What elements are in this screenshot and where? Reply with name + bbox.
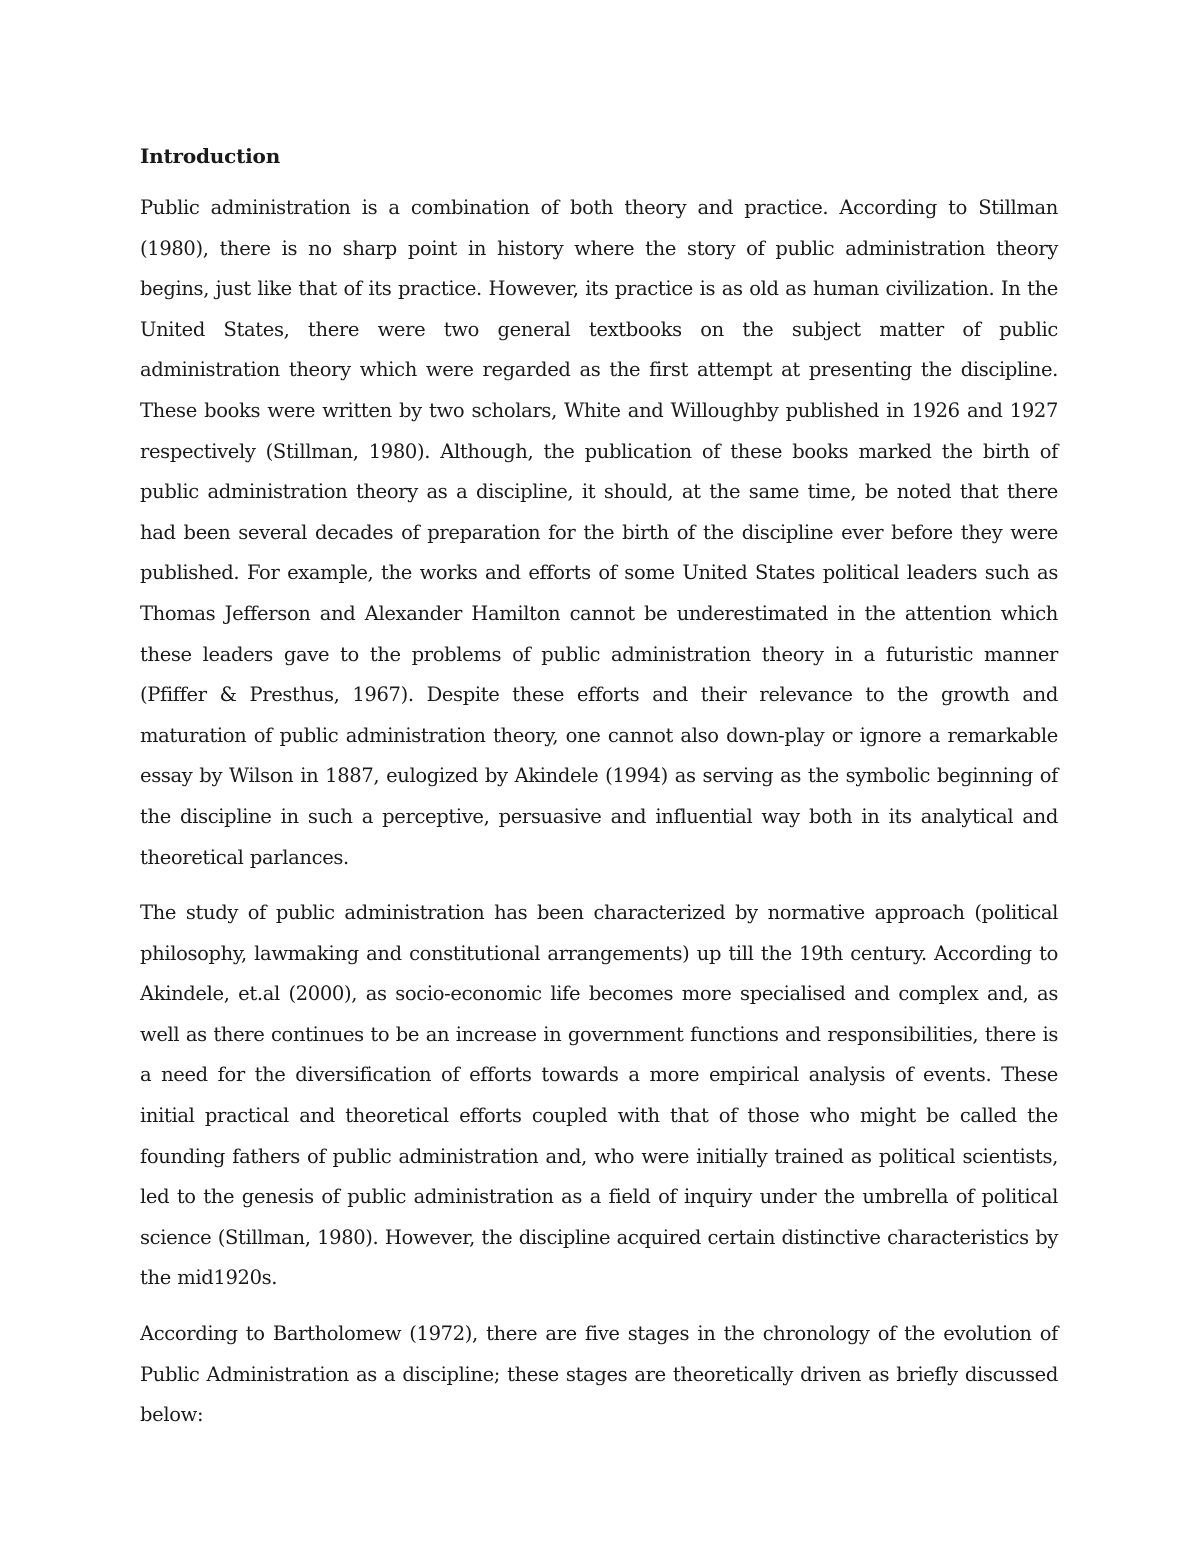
- document-page: [140, 140, 1058, 1451]
- paragraph-history: Public administration is a combination of both theory and practice. According to Stillman (1980), there is no sharp point in history where the story of public administration theory begins, just like that of its practice. However, its practice is as old as human civilization. In the United States, there were two general textbooks on the subject matter of public administration theory which were regarded as the first attempt at presenting the discipline. These books were written by two scholars, White and Willoughby published in 1926 and 1927 respectively (Stillman, 1980). Although, the publication of these books marked the birth of public administration theory as a discipline, it should, at the same time, be noted that there had been several decades of preparation for the birth of the discipline ever before they were published. For example, the works and efforts of some United States political leaders such as Thomas Jefferson and Alexander Hamilton cannot be underestimated in the attention which these leaders gave to the problems of public administration theory in a futuristic manner (Pfiffer & Presthus, 1967). Despite these efforts and their relevance to the growth and maturation of public administration theory, one cannot also down-play or ignore a remarkable essay by Wilson in 1887, eulogized by Akindele (1994) as serving as the symbolic beginning of the discipline in such a perceptive, persuasive and influential way both in its analytical and theoretical parlances.: [140, 196, 1058, 869]
- section-heading: Introduction: [140, 144, 281, 168]
- paragraph-normative-approach: The study of public administration has been characterized by normative approach (political philosophy, lawmaking and constitutional arrangements) up till the 19th century. According to Akindele, et.al (2000), as socio-economic life becomes more specialised and complex and, as well as there continues to be an increase in government functions and responsibilities, there is a need for the diversification of efforts towards a more empirical analysis of events. These initial practical and theoretical efforts coupled with that of those who might be called the founding fathers of public administration and, who were initially trained as political scientists, led to the genesis of public administration as a field of inquiry under the umbrella of political science (Stillman, 1980). However, the discipline acquired certain distinctive characteristics by the mid1920s.: [140, 901, 1058, 1290]
- paragraph-stages: According to Bartholomew (1972), there are five stages in the chronology of the evolution of Public Administration as a discipline; these stages are theoretically driven as briefly discussed below:: [140, 1322, 1058, 1427]
